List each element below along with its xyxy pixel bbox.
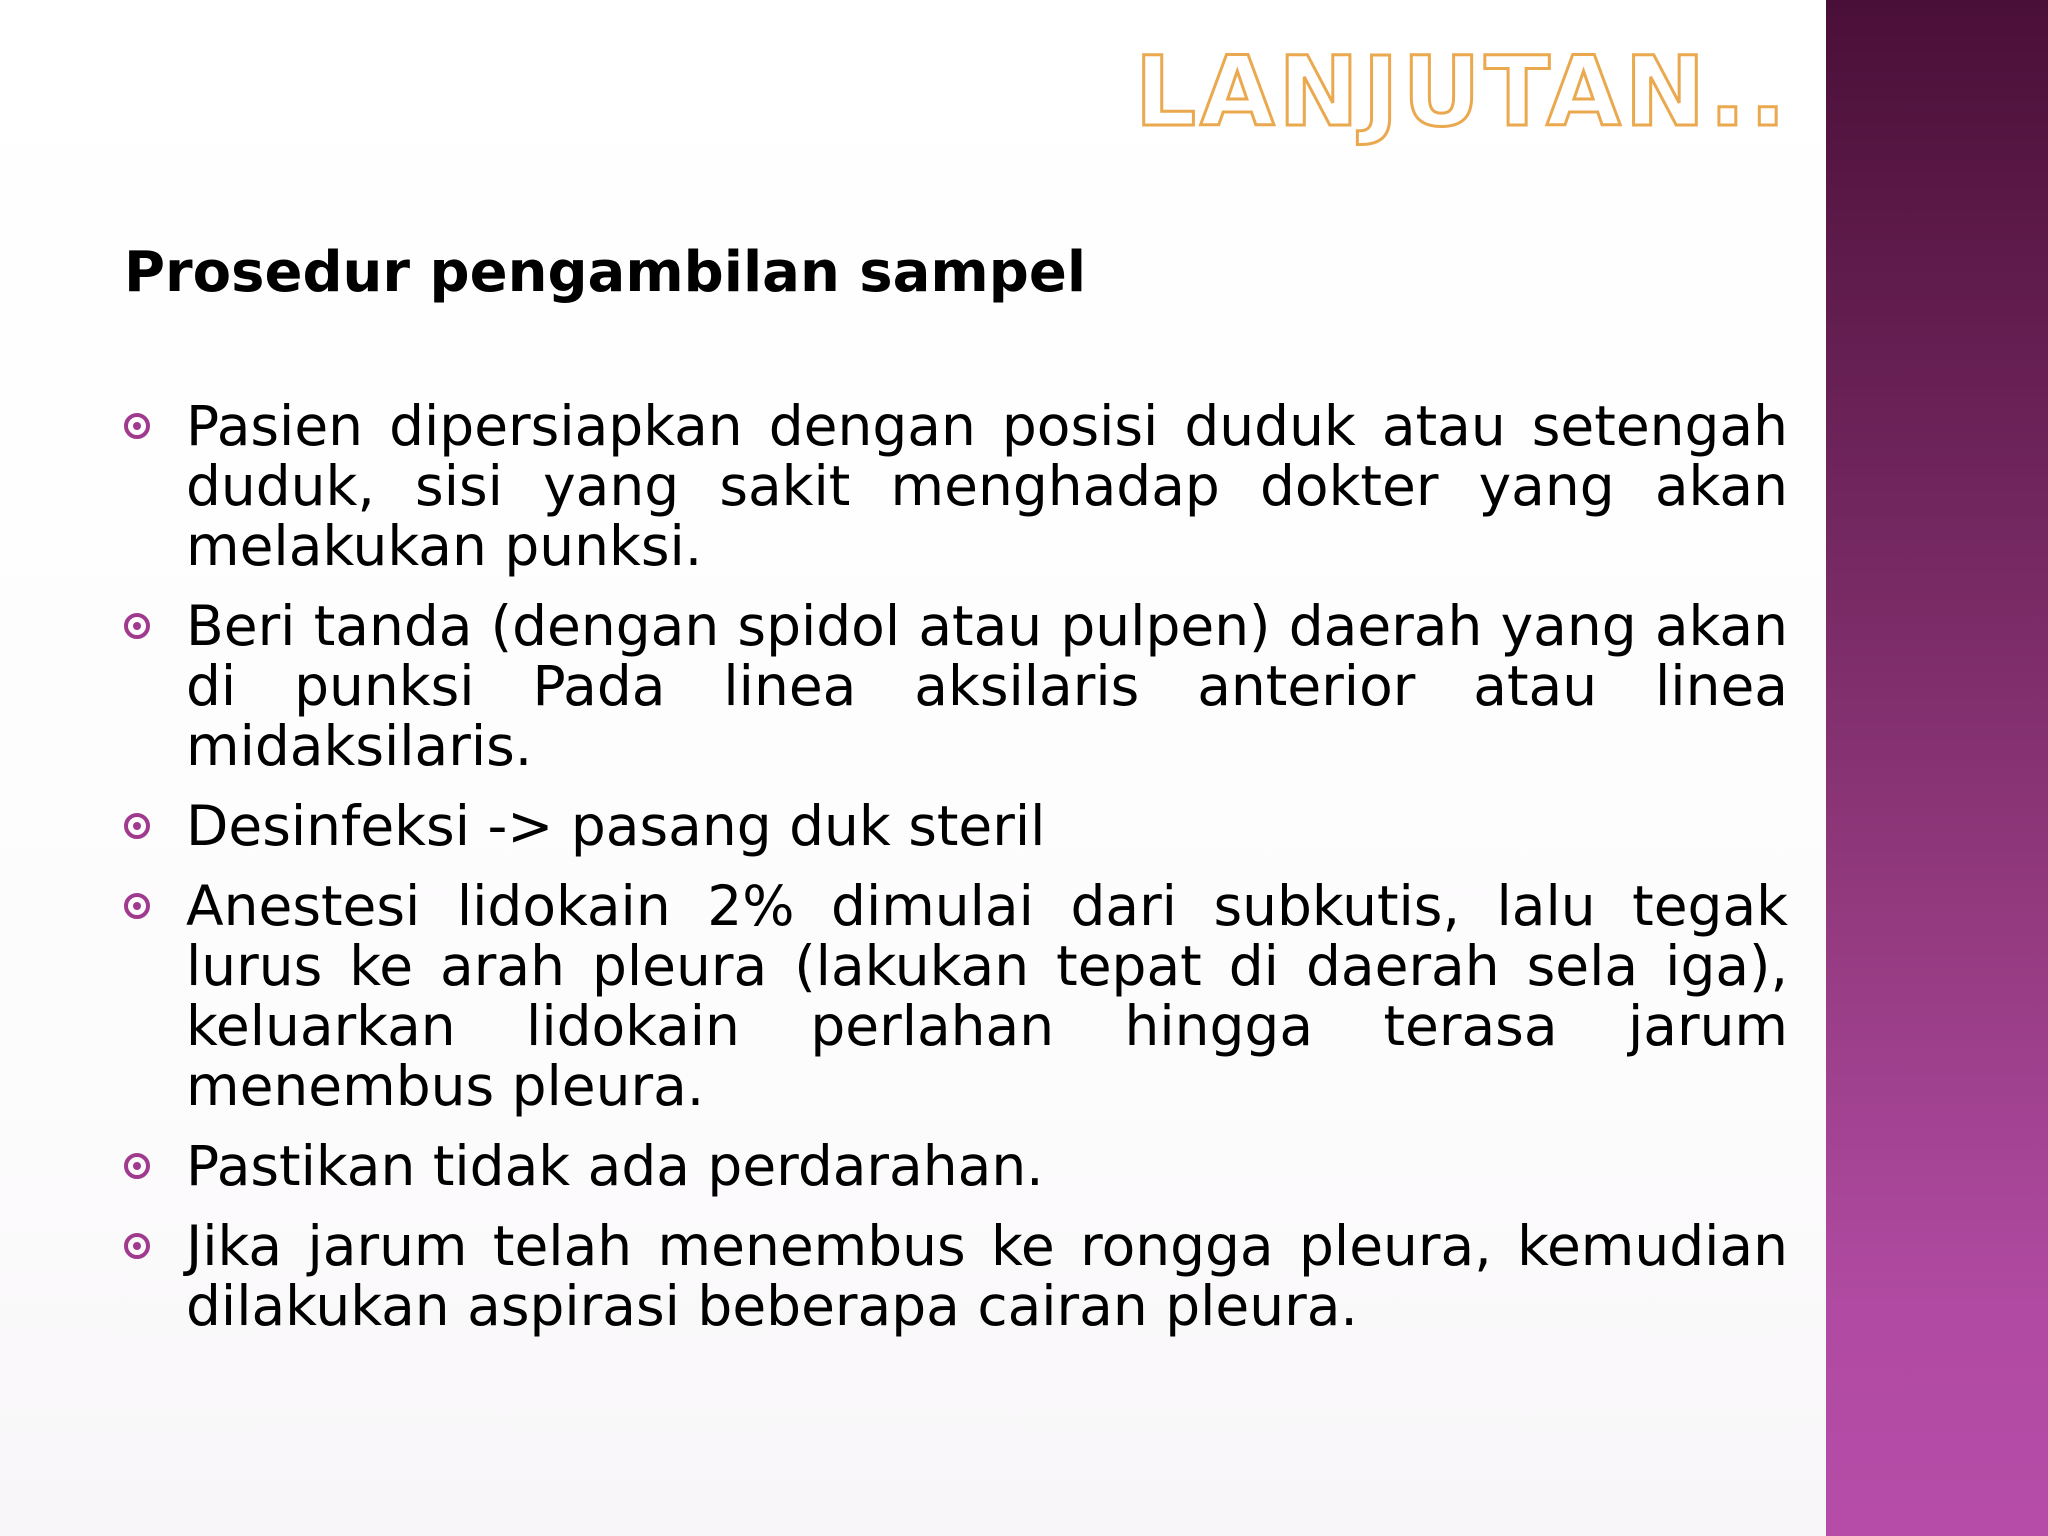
bullet-item [124,876,1788,1116]
circled-dot-bullet-icon [124,413,150,439]
bullet-list [124,396,1788,1356]
circled-dot-bullet-icon [124,813,150,839]
bullet-text: Pasien dipersiapkan dengan posisi duduk atau setengah duduk, sisi yang sakit menghadap dokter yang akan melakukan punksi. [186,394,1788,578]
decorative-side-bar [1826,0,2048,1536]
slide-subheading: Prosedur pengambilan sampel [124,240,1087,305]
bullet-item [124,796,1788,856]
bullet-item [124,1136,1788,1196]
bullet-text: Pastikan tidak ada perdarahan. [186,1134,1044,1198]
bullet-text: Beri tanda (dengan spidol atau pulpen) daerah yang akan di punksi Pada linea aksilaris anterior atau linea midaksilaris. [186,594,1788,778]
bullet-item [124,596,1788,776]
circled-dot-bullet-icon [124,613,150,639]
circled-dot-bullet-icon [124,1153,150,1179]
circled-dot-bullet-icon [124,1233,150,1259]
circled-dot-bullet-icon [124,893,150,919]
bullet-text: Jika jarum telah menembus ke rongga pleura, kemudian dilakukan aspirasi beberapa cairan pleura. [186,1214,1788,1338]
bullet-text: Desinfeksi -> pasang duk steril [186,794,1046,858]
bullet-text: Anestesi lidokain 2% dimulai dari subkutis, lalu tegak lurus ke arah pleura (lakukan tepat di daerah sela iga), keluarkan lidokain perlahan hingga terasa jarum menembus pleura. [186,874,1788,1118]
bullet-item [124,396,1788,576]
bullet-item [124,1216,1788,1336]
slide-title: LANJUTAN.. [1134,36,1790,148]
